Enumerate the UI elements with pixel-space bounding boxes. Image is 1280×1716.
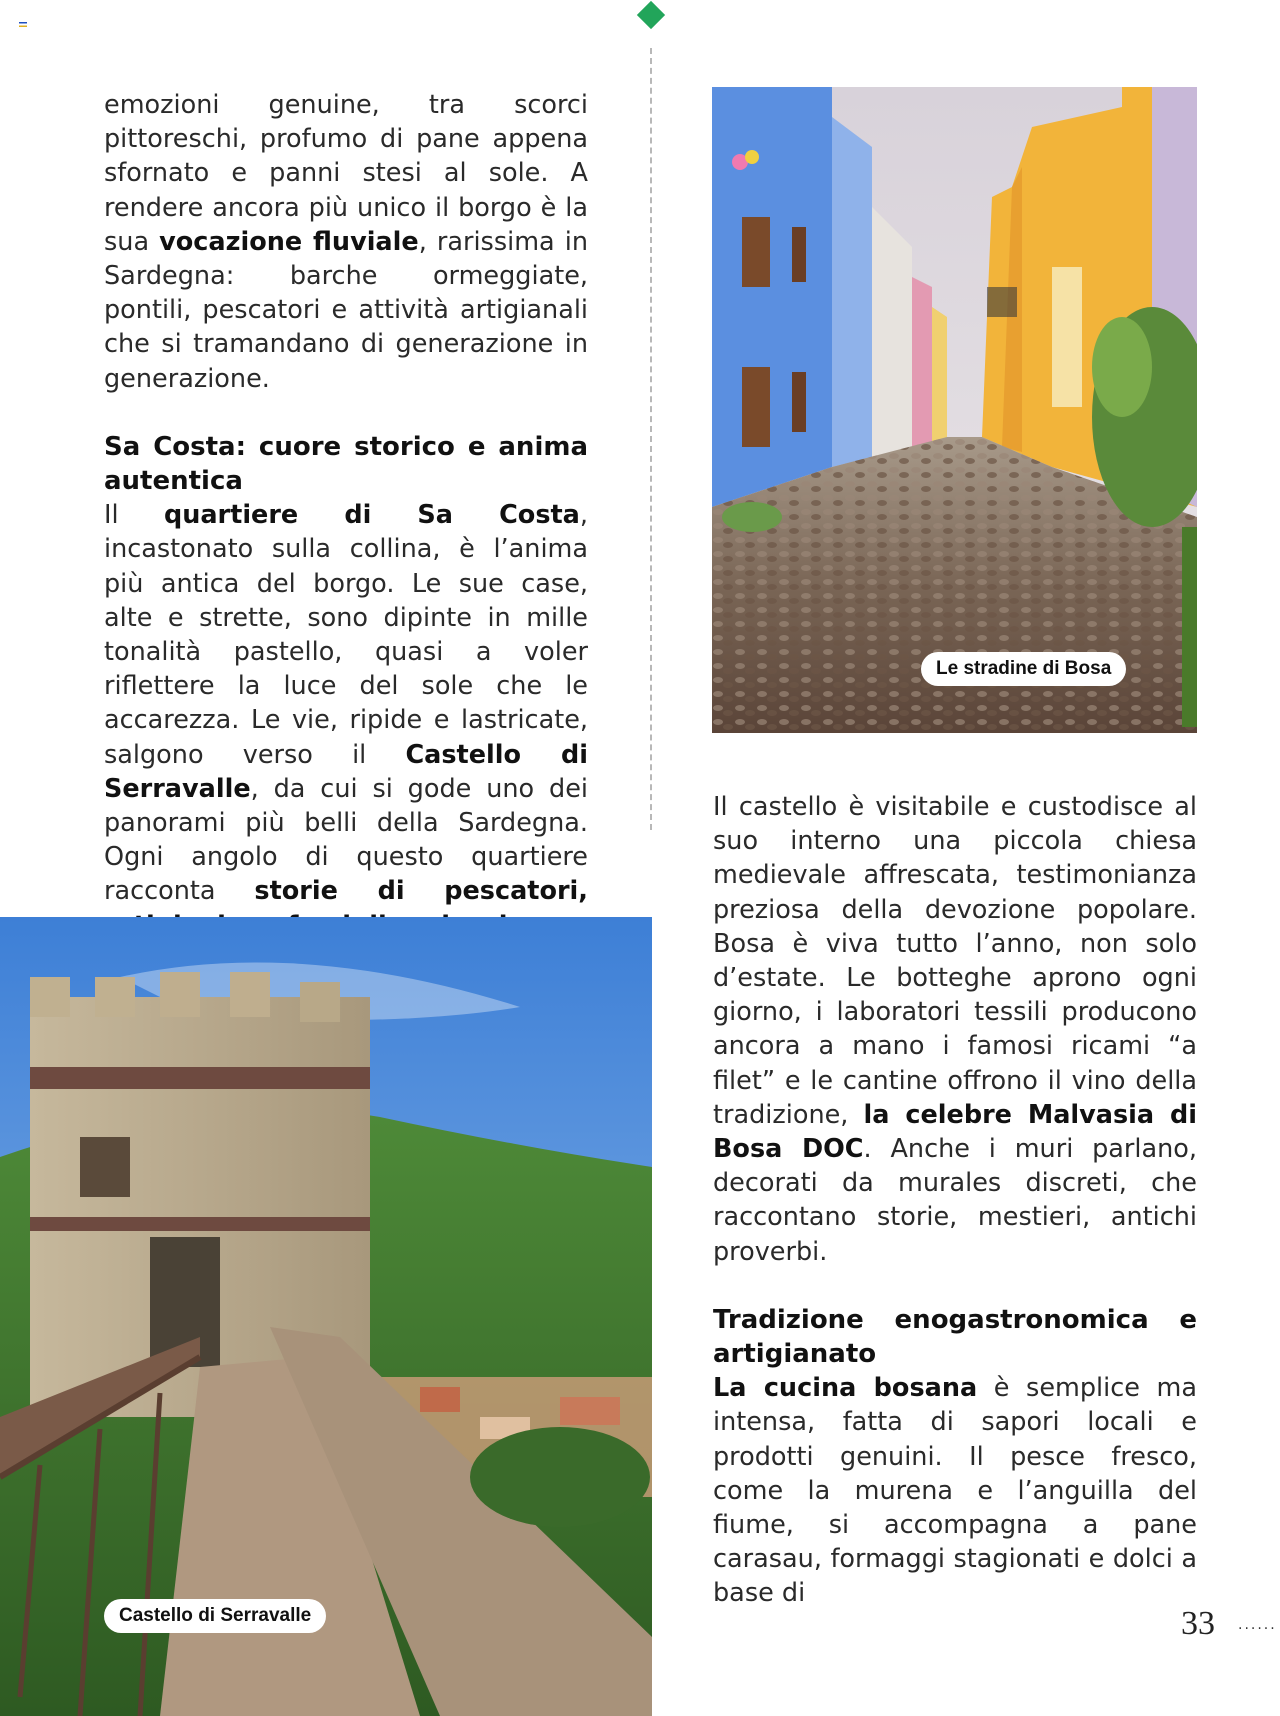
page-dots: ...... bbox=[1238, 1617, 1277, 1633]
section-heading-sa-costa: Sa Costa: cuore storico e anima autentica bbox=[104, 431, 588, 497]
photo-bosa-street bbox=[712, 87, 1197, 733]
column-divider bbox=[650, 48, 652, 830]
page-number: 33 bbox=[1181, 1605, 1215, 1642]
flag-icon bbox=[19, 22, 27, 27]
right-paragraph-1: Il castello è visitabile e custodisce al suo interno una piccola chiesa medievale affrescata, testimonianza preziosa della devozione popolare. Bosa è viva tutto l’anno, non solo d’estate. Le botteghe aprono ogni giorno, i laboratori tessili producono ancora a mano i famosi ricami “a filet” e le cantine offrono il vino della tradizione, la celebre Malvasia di Bosa DOC. Anche i muri parlano, decorati da murales discreti, che raccontano storie, mestieri, antichi proverbi. bbox=[713, 792, 1197, 1267]
photo-castello-serravalle bbox=[0, 917, 652, 1716]
section-heading-tradizione: Tradizione enogastronomica e artigianato bbox=[713, 1304, 1197, 1370]
right-column bbox=[713, 790, 1197, 1611]
left-column bbox=[104, 88, 588, 977]
diamond-ornament bbox=[637, 1, 665, 29]
left-paragraph-1: emozioni genuine, tra scorci pittoreschi, profumo di pane appena sfornato e panni stesi al sole. A rendere ancora più unico il borgo è la sua vocazione fluviale, rarissima in Sardegna: barche ormeggiate, pontili, pescatori e attività artigianali che si tramandano di generazione in generazione. bbox=[104, 90, 588, 394]
left-paragraph-2: Il quartiere di Sa Costa, incastonato sulla collina, è l’anima più antica del borgo. Le sue case, alte e strette, sono dipinte in mille tonalità pastello, quasi a voler riflettere la luce del sole che le accarezza. Le vie, ripide e lastricate, salgono verso il Castello di Serravalle, da cui si gode uno dei panorami più belli della Sardegna. Ogni angolo di questo quartiere racconta storie di pescatori, bbox=[104, 500, 588, 907]
right-paragraph-2: La cucina bosana è semplice ma intensa, fatta di sapori locali e prodotti genuini. Il pesce fresco, come la murena e l’anguilla del fiume, si accompagna a pane carasau, formaggi stagionati e dolci a base di bbox=[713, 1373, 1197, 1609]
caption-bosa: Le stradine di Bosa bbox=[921, 652, 1126, 686]
caption-castle: Castello di Serravalle bbox=[104, 1599, 326, 1633]
